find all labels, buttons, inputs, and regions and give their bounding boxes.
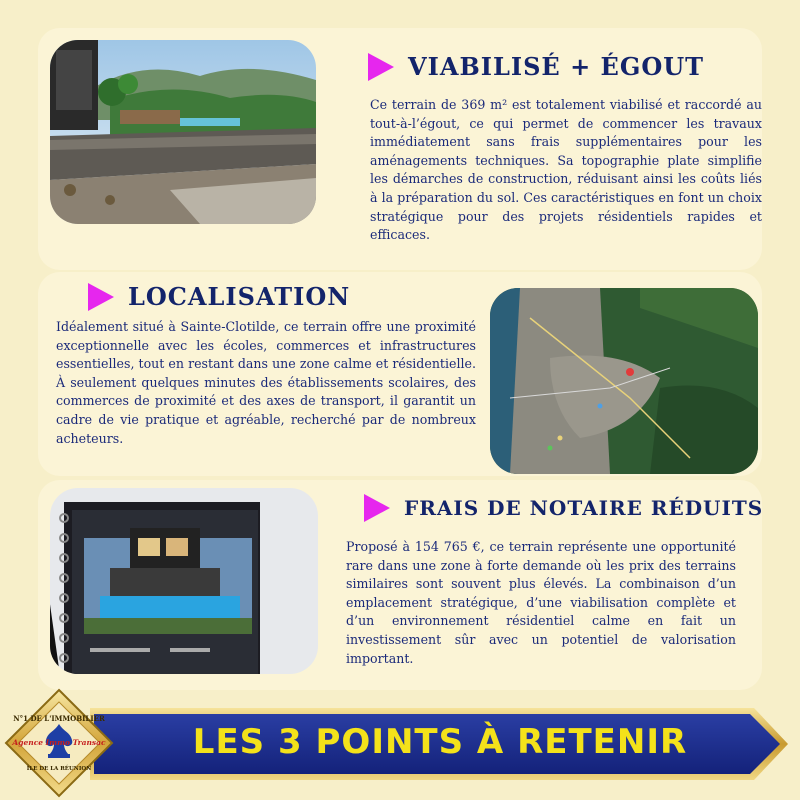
section-body: Ce terrain de 369 m² est totalement viabilisé et raccordé au tout-à-l’égout, ce qui permet de commencer les travaux immédiatement sans frais supplémentaires pour les aménagements techniques. Sa topographie plate simplifie les démarches de construction, réduisant ainsi les coûts liés à la préparation du sol. Ces caractéristiques en font un choix stratégique pour des projets résidentiels rapides et efficaces. xyxy=(370,97,762,243)
section-title: LOCALISATION xyxy=(128,282,351,311)
section-body: Idéalement situé à Sainte-Clotilde, ce terrain offre une proximité exceptionnelle avec les écoles, commerces et infrastructures essentielles, tout en restant dans une zone calme et résidentielle. À seulement quelques minutes des établissements scolaires, des commerces de proximité et des axes de transport, il garantit un cadre de vie pratique et agréable, recherché par de nombreux acheteurs. xyxy=(56,319,476,446)
banner-title: LES 3 POINTS À RETENIR xyxy=(192,722,688,762)
section-heading xyxy=(368,52,704,81)
arrow-icon xyxy=(88,283,114,311)
logo-top-text: N°1 DE L'IMMOBILIER xyxy=(13,714,105,723)
section-heading xyxy=(88,282,350,311)
map-image xyxy=(490,288,758,474)
agency-logo xyxy=(4,688,114,798)
frais-notaire-section xyxy=(38,480,762,690)
localisation-section xyxy=(38,272,762,476)
section-title: FRAIS DE NOTAIRE RÉDUITS xyxy=(404,496,764,520)
logo-bottom-text: ÎLE DE LA RÉUNION xyxy=(26,766,92,772)
bottom-banner xyxy=(90,706,790,782)
terrain-photo xyxy=(50,40,316,224)
section-title: VIABILISÉ + ÉGOUT xyxy=(408,52,705,81)
arrow-icon xyxy=(364,494,390,522)
section-body: Proposé à 154 765 €, ce terrain représente une opportunité rare dans une zone à forte demande où les prix des terrains similaires sont souvent plus élevés. La combinaison d’un emplacement stratégique, d’une viabilisation complète et d’un environnement résidentiel calme en fait un investissement sûr avec un potentiel de valorisation important. xyxy=(346,539,736,666)
logo-name: Agence Immo Transac xyxy=(12,738,106,747)
viabilise-section xyxy=(38,28,762,270)
section-heading xyxy=(364,494,763,522)
magazine-photo xyxy=(50,488,318,674)
arrow-icon xyxy=(368,53,394,81)
